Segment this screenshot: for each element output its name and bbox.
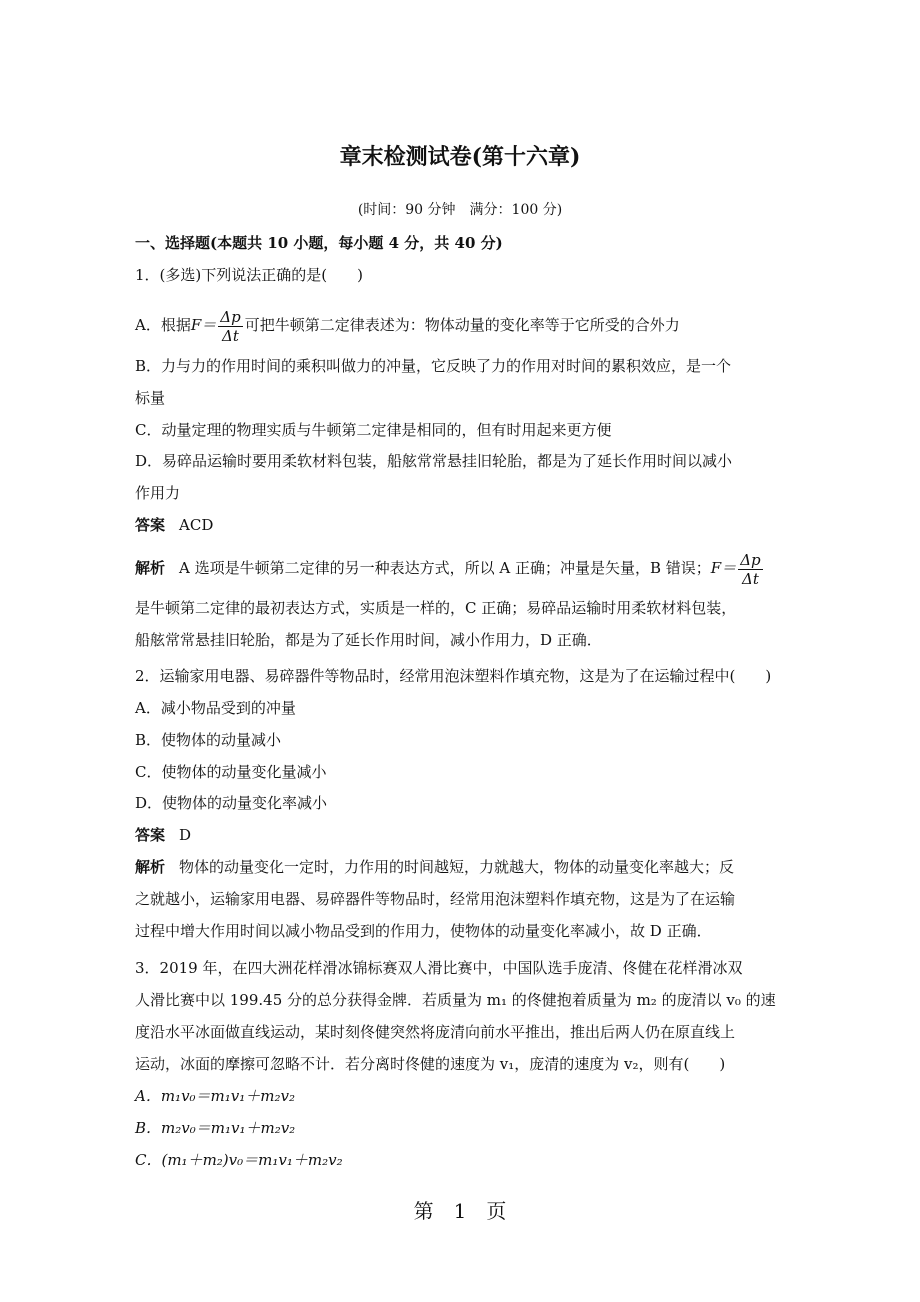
- q2-analysis-text: 物体的动量变化一定时，力作用的时间越短，力就越大，物体的动量变化率越大；反: [179, 858, 735, 876]
- page-number: 第 1 页: [413, 1199, 507, 1223]
- q1-formula-fraction: [218, 308, 242, 345]
- q1-option-d-line1: D．易碎品运输时要用柔软材料包装，船舷常常悬挂旧轮胎，都是为了延长作用时间以减小: [135, 452, 733, 470]
- q1-analysis-denominator: Δt: [741, 569, 759, 588]
- q1-option-a-text: 可把牛顿第二定律表述为：物体动量的变化率等于它所受的合外力: [244, 316, 680, 334]
- q1-answer: [135, 515, 213, 535]
- q1-option-c: C．动量定理的物理实质与牛顿第二定律是相同的，但有时用起来更方便: [135, 421, 612, 439]
- q3-stem-line4: 运动，冰面的摩擦可忽略不计．若分离时佟健的速度为 v₁，庞清的速度为 v₂，则有( ): [135, 1055, 726, 1073]
- q1-formula-numerator: Δp: [220, 307, 241, 326]
- section-header: 一、选择题(本题共 10 小题，每小题 4 分，共 40 分): [135, 234, 503, 252]
- page-title: 章末检测试卷(第十六章): [339, 144, 581, 170]
- analysis-label: 解析: [135, 559, 166, 577]
- q2-analysis-line3: 过程中增大作用时间以减小物品受到的作用力，使物体的动量变化率减小，故 D 正确．: [135, 922, 712, 940]
- q1-stem: 1．(多选)下列说法正确的是( ): [135, 266, 363, 284]
- q2-analysis-line1: [135, 857, 734, 877]
- q1-analysis-line1: [135, 548, 765, 588]
- q3-stem-line1: 3．2019 年，在四大洲花样滑冰锦标赛双人滑比赛中，中国队选手庞清、佟健在花样滑冰双: [135, 959, 743, 977]
- q3-stem-line3: 度沿水平冰面做直线运动，某时刻佟健突然将庞清向前水平推出，推出后两人仍在原直线上: [135, 1023, 736, 1041]
- q1-option-b-line1: B．力与力的作用时间的乘积叫做力的冲量，它反映了力的作用对时间的累积效应，是一个: [135, 357, 732, 375]
- q1-analysis-fraction: [738, 551, 762, 588]
- q1-formula-denominator: Δt: [222, 326, 239, 345]
- analysis-label: 解析: [135, 858, 166, 876]
- q1-answer-value: ACD: [179, 516, 214, 534]
- q2-answer-value: D: [179, 826, 192, 844]
- q1-analysis-formula-lhs: F＝: [710, 559, 737, 577]
- q2-option-b: B．使物体的动量减小: [135, 731, 282, 749]
- q1-analysis-line3: 船舷常常悬挂旧轮胎，都是为了延长作用时间，减小作用力，D 正确．: [135, 631, 602, 649]
- q1-analysis-line2: 是牛顿第二定律的最初表达方式，实质是一样的，C 正确；易碎品运输时用柔软材料包装，: [135, 599, 737, 617]
- q1-option-a: [135, 306, 680, 345]
- q1-analysis-numerator: Δp: [740, 550, 761, 569]
- q1-option-d-line2: 作用力: [135, 484, 181, 502]
- q1-option-a-prefix: A．根据: [135, 316, 191, 334]
- q2-option-d: D．使物体的动量变化率减小: [135, 794, 328, 812]
- q2-option-c: C．使物体的动量变化量减小: [135, 763, 327, 781]
- q2-analysis-line2: 之就越小，运输家用电器、易碎器件等物品时，经常用泡沫塑料作填充物，这是为了在运输: [135, 890, 736, 908]
- q3-stem-line2: 人滑比赛中以 199.45 分的总分获得金牌．若质量为 m₁ 的佟健抱着质量为 m₂ 的庞清以 v₀ 的速: [135, 991, 776, 1009]
- q1-formula-lhs: F＝: [190, 316, 217, 334]
- q1-option-b-line2: 标量: [135, 389, 166, 407]
- exam-info: (时间：90 分钟 满分：100 分): [357, 202, 563, 218]
- q3-option-c: C．(m₁＋m₂)v₀＝m₁v₁＋m₂v₂: [135, 1151, 343, 1169]
- answer-label: 答案: [135, 826, 166, 844]
- q2-answer: [135, 825, 191, 845]
- answer-label: 答案: [135, 516, 166, 534]
- q3-option-b: B．m₂v₀＝m₁v₁＋m₂v₂: [135, 1119, 296, 1137]
- q2-stem: 2．运输家用电器、易碎器件等物品时，经常用泡沫塑料作填充物，这是为了在运输过程中( ): [135, 667, 772, 685]
- q3-option-a: A．m₁v₀＝m₁v₁＋m₂v₂: [135, 1087, 296, 1105]
- q2-option-a: A．减小物品受到的冲量: [135, 699, 296, 717]
- q1-analysis-text: A 选项是牛顿第二定律的另一种表达方式，所以 A 正确；冲量是矢量，B 错误；: [179, 559, 711, 577]
